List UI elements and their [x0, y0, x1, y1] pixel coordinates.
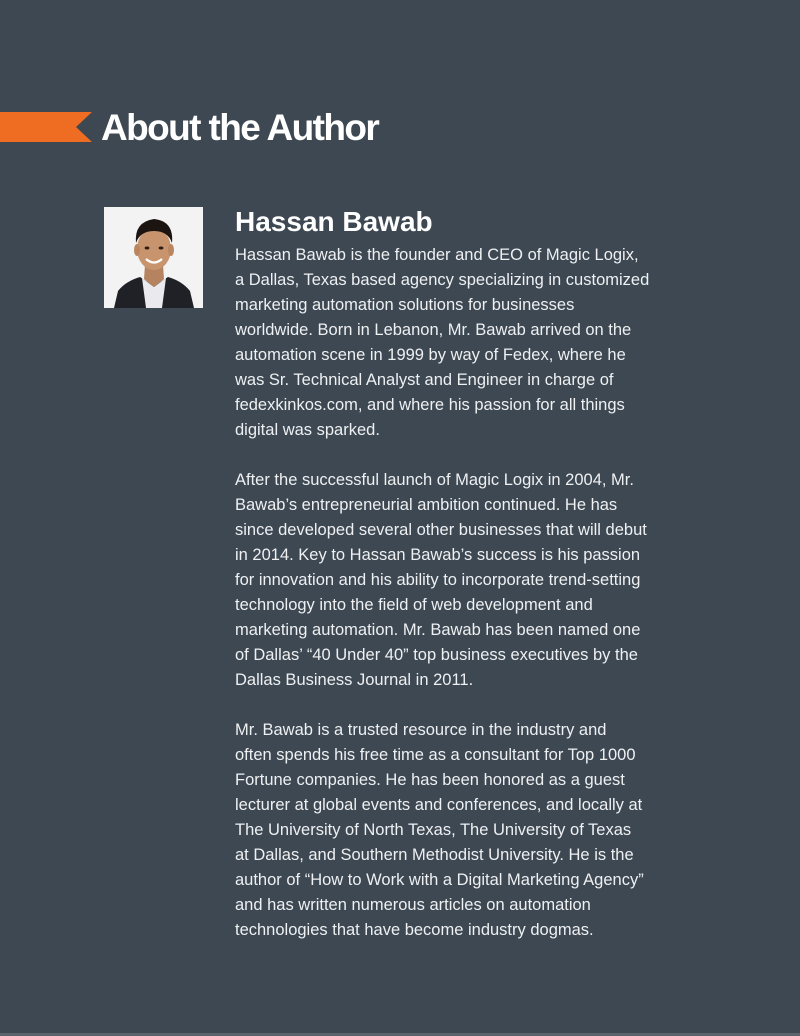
bio-paragraph-3: Mr. Bawab is a trusted resource in the industry and often spends his free time as a consultant for Top 1000 Fortune companies. He has been honored as a guest lecturer at global events and conferences, and locally at The University of North Texas, The University of Texas at Dallas, and Southern Methodist University. He is the author of “How to Work with a Digital Marketing Agency” and has written numerous articles on automation technologies that have become industry dogmas. [235, 721, 644, 939]
ribbon-shape [0, 112, 92, 142]
author-name: Hassan Bawab [235, 206, 433, 237]
author-bio [235, 243, 705, 968]
bio-paragraph-1: Hassan Bawab is the founder and CEO of Magic Logix, a Dallas, Texas based agency specializing in customized marketing automation solutions for businesses worldwide. Born in Lebanon, Mr. Bawab arrived on the automation scene in 1999 by way of Fedex, where he was Sr. Technical Analyst and Engineer in charge of fedexkinkos.com, and where his passion for all things digital was sparked. [235, 246, 650, 439]
author-portrait-image [104, 207, 203, 308]
bio-paragraph-2: After the successful launch of Magic Logix in 2004, Mr. Bawab’s entrepreneurial ambition continued. He has since developed several other businesses that will debut in 2014. Key to Hassan Bawab’s success is his passion for innovation and his ability to incorporate trend-setting technology into the field of web development and marketing automation. Mr. Bawab has been named one of Dallas’ “40 Under 40” top business executives by the Dallas Business Journal in 2011. [235, 471, 647, 689]
orange-banner-ribbon [0, 112, 92, 142]
section-title: About the Author [101, 107, 379, 148]
author-photo [104, 207, 203, 308]
